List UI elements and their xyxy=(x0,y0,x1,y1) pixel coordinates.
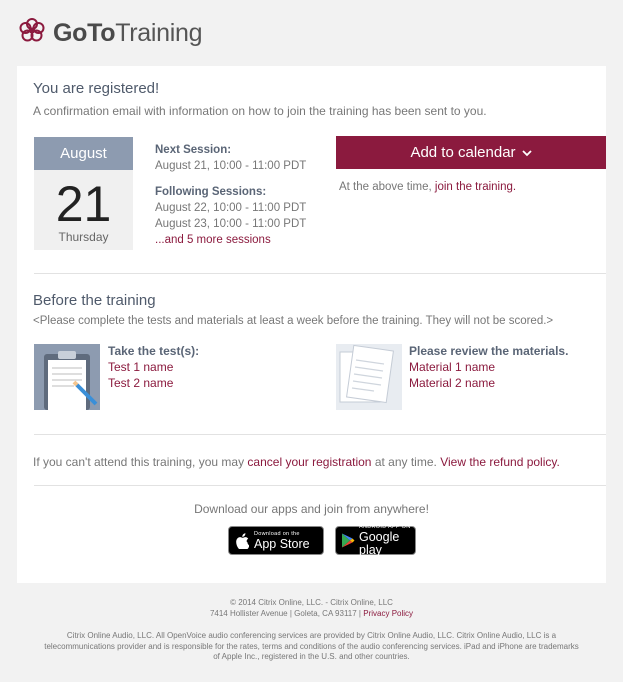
divider xyxy=(34,485,606,486)
date-month: August xyxy=(34,137,133,170)
address-line: 7414 Hollister Avenue | Goleta, CA 93117 | Privacy Policy xyxy=(209,608,414,618)
material-link[interactable]: Material 2 name xyxy=(409,376,496,390)
tests-title: Take the test(s): xyxy=(108,344,200,358)
divider xyxy=(34,273,606,274)
app-store-big-text: App Store xyxy=(254,536,310,551)
app-store-small-text: Download on the xyxy=(254,530,300,537)
material-link[interactable]: Material 1 name xyxy=(409,360,496,374)
logo-text: GoToTraining xyxy=(53,18,203,47)
cancel-registration-link[interactable]: cancel your registration xyxy=(247,455,372,469)
test-link[interactable]: Test 1 name xyxy=(108,360,174,374)
chevron-down-icon xyxy=(522,146,532,160)
clipboard-icon xyxy=(34,344,100,410)
session-list xyxy=(155,142,306,248)
privacy-policy-link[interactable]: Privacy Policy xyxy=(363,608,414,618)
documents-icon xyxy=(336,344,402,410)
test-link[interactable]: Test 2 name xyxy=(108,376,174,390)
next-session-time: August 21, 10:00 - 11:00 PDT xyxy=(155,160,307,172)
google-play-button[interactable] xyxy=(335,526,416,555)
apps-title: Download our apps and join from anywhere! xyxy=(194,502,429,516)
legal-text: Citrix Online Audio, LLC. All OpenVoice audio conferencing services are provided by Citrix Online Audio, LLC. Citrix Online Audio, LLC is a telecommunications provider and is responsible for the rates, terms and conditions of the audio conferencing services. iPad and iPhone are trademarks of Apple Inc., registered in the U.S. and other countries. xyxy=(44,631,579,661)
footer xyxy=(0,598,623,663)
refund-policy-link[interactable]: View the refund policy. xyxy=(440,455,560,469)
apple-icon xyxy=(236,533,249,549)
date-card xyxy=(34,137,133,250)
more-sessions-link[interactable]: ...and 5 more sessions xyxy=(155,234,271,246)
date-weekday: Thursday xyxy=(58,230,109,244)
play-icon xyxy=(341,533,355,548)
following-session: August 22, 10:00 - 11:00 PDT xyxy=(155,202,307,214)
header xyxy=(0,0,623,66)
add-to-calendar-button[interactable] xyxy=(336,136,606,169)
cancel-registration-text: If you can't attend this training, you may cancel your registration at any time. View the refund policy. xyxy=(33,455,560,469)
registration-card xyxy=(17,66,606,583)
copyright-text: © 2014 Citrix Online, LLC. - Citrix Online, LLC xyxy=(230,598,393,607)
add-to-calendar-label: Add to calendar xyxy=(410,144,516,161)
join-note: At the above time, join the training. xyxy=(339,181,517,193)
google-play-small-text: ANDROID APP ON xyxy=(359,524,411,530)
app-store-button[interactable] xyxy=(228,526,324,555)
following-session: August 23, 10:00 - 11:00 PDT xyxy=(155,218,307,230)
before-training-note: <Please complete the tests and materials at least a week before the training. They will not be scored.> xyxy=(33,315,554,327)
google-play-big-text: Google play xyxy=(359,530,400,557)
following-sessions-label: Following Sessions: xyxy=(155,186,267,198)
confirmation-text: A confirmation email with information on how to join the training has been sent to you. xyxy=(33,104,487,118)
next-session-label: Next Session: xyxy=(155,144,232,156)
logo[interactable] xyxy=(17,16,202,51)
join-training-link[interactable]: join the training. xyxy=(434,181,517,193)
divider xyxy=(34,434,606,435)
page-title: You are registered! xyxy=(33,80,160,97)
materials-title: Please review the materials. xyxy=(409,344,569,358)
flower-logo-icon xyxy=(17,16,47,51)
before-training-title: Before the training xyxy=(33,292,156,309)
date-day: 21 xyxy=(55,176,112,232)
